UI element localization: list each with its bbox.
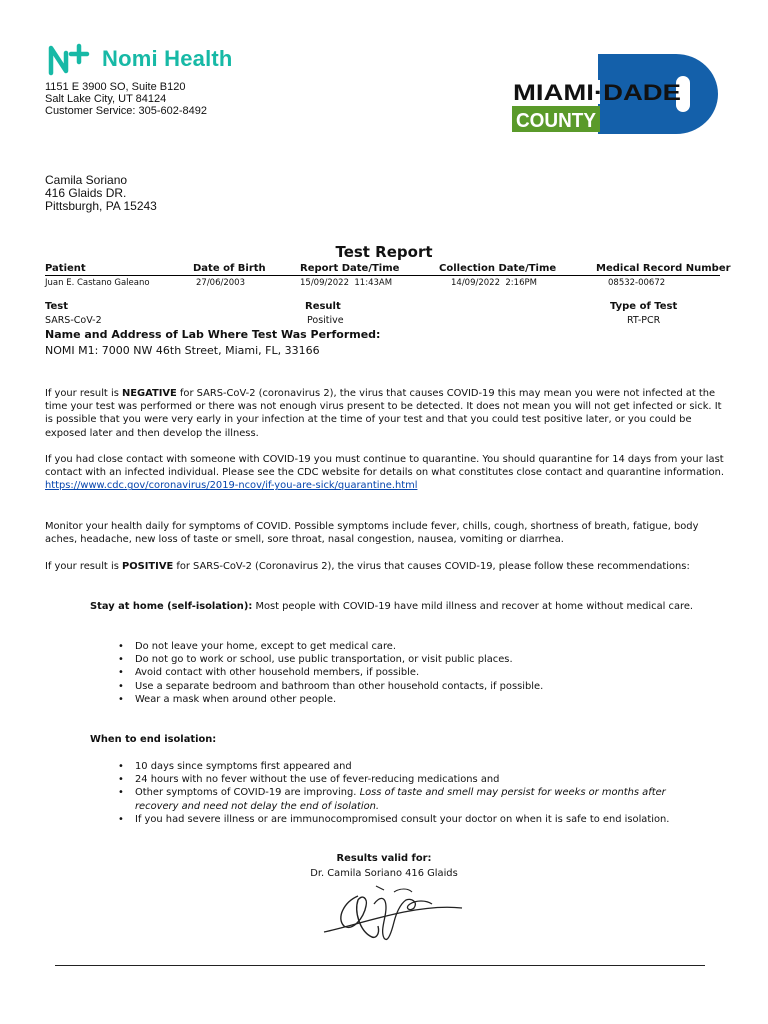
negative-text: for SARS-CoV-2 (coronavirus 2), the virus that causes COVID-19 this may mean you were not infected at the time your test was performed or there was not enough virus present to be detected. It does not mean you will not get infected or sick. It is possible that you were very early in your infection at the time of your test and that you could test positive later, or you could be exposed later and then develop the illness. bbox=[45, 388, 722, 439]
header-type-of-test: Type of Test bbox=[610, 301, 678, 312]
address-line-1: 1151 E 3900 SO, Suite B120 bbox=[45, 81, 186, 93]
recipient-street: 416 Glaids DR. bbox=[45, 186, 127, 200]
header-divider bbox=[45, 275, 720, 276]
county-logo-line1: MIAMI·DADE bbox=[513, 80, 681, 105]
list-item: • 24 hours with no fever without the use of fever-reducing medications and bbox=[118, 773, 698, 786]
address-line-2: Salt Lake City, UT 84124 bbox=[45, 93, 167, 105]
lab-label: Name and Address of Lab Where Test Was Performed: bbox=[45, 328, 381, 341]
recipient-name: Camila Soriano bbox=[45, 173, 128, 187]
patient-name: Juan E. Castano Galeano bbox=[45, 278, 150, 288]
header-report-date: Report Date/Time bbox=[300, 263, 400, 274]
positive-prefix: If your result is bbox=[45, 561, 122, 572]
test-type: RT-PCR bbox=[627, 315, 661, 326]
results-valid-title: Results valid for: bbox=[336, 853, 432, 864]
monitor-paragraph: Monitor your health daily for symptoms of COVID. Possible symptoms include fever, chills, cough, shortness of breath, fatigue, body aches, headache, new loss of taste or smell, sore throat, nasal congestion, nausea, vomiting or diarrhea. bbox=[45, 521, 699, 546]
nomi-health-logo-icon bbox=[46, 43, 90, 77]
end-isolation-title: When to end isolation: bbox=[90, 734, 217, 745]
miami-dade-county-logo bbox=[510, 54, 718, 134]
list-item: • Wear a mask when around other people. bbox=[118, 693, 698, 706]
test-result: Positive bbox=[307, 315, 344, 326]
footer-divider bbox=[55, 965, 705, 966]
stay-home-title: Stay at home (self-isolation): bbox=[90, 601, 253, 612]
close-contact-text: If you had close contact with someone with COVID-19 you must continue to quarantine. You should quarantine for 14 days from your last contact with an infected individual. Please see the CDC website for details on what constitutes close contact and quarantine information. bbox=[45, 454, 725, 479]
header-patient: Patient bbox=[45, 263, 86, 274]
close-contact-paragraph bbox=[45, 453, 725, 493]
lab-address: NOMI M1: 7000 NW 46th Street, Miami, FL, 33166 bbox=[45, 344, 320, 357]
header-medical-record-number: Medical Record Number bbox=[596, 263, 731, 274]
positive-word: POSITIVE bbox=[121, 561, 174, 572]
results-valid-name: Dr. Camila Soriano 416 Glaids bbox=[310, 868, 458, 879]
negative-result-paragraph bbox=[45, 387, 725, 440]
end-bullet-italic: Loss of taste and smell may persist for weeks or months after recovery and need not delay the end of isolation. bbox=[135, 787, 666, 812]
signature-image bbox=[314, 878, 464, 950]
header-test: Test bbox=[45, 301, 69, 312]
positive-result-paragraph bbox=[45, 560, 725, 573]
cdc-quarantine-link[interactable]: https://www.cdc.gov/coronavirus/2019-ncov/if-you-are-sick/quarantine.html bbox=[45, 480, 418, 492]
negative-prefix: If your result is bbox=[45, 388, 122, 399]
list-item: • If you had severe illness or are immunocompromised consult your doctor on when it is safe to end isolation. bbox=[118, 813, 698, 826]
report-date-time: 15/09/2022 11:43AM bbox=[300, 278, 393, 288]
list-item: • Do not go to work or school, use public transportation, or visit public places. bbox=[118, 653, 698, 666]
test-name: SARS-CoV-2 bbox=[45, 315, 102, 326]
recipient-address bbox=[45, 174, 157, 213]
stay-home-paragraph bbox=[90, 600, 730, 613]
header-result: Result bbox=[305, 301, 341, 312]
negative-word: NEGATIVE bbox=[121, 388, 177, 399]
collection-date-time: 14/09/2022 2:16PM bbox=[451, 278, 537, 288]
positive-text: for SARS-CoV-2 (Coronavirus 2), the virus that causes COVID-19, please follow these recommendations: bbox=[173, 561, 690, 572]
stay-home-text: Most people with COVID-19 have mild illness and recover at home without medical care. bbox=[252, 601, 694, 612]
company-address bbox=[45, 81, 207, 117]
list-item bbox=[118, 786, 698, 812]
stay-home-list bbox=[118, 640, 698, 706]
header-date-of-birth: Date of Birth bbox=[193, 263, 266, 274]
end-bullet-normal: Other symptoms of COVID-19 are improving. bbox=[135, 787, 360, 799]
report-title: Test Report bbox=[335, 243, 433, 261]
list-item: • Avoid contact with other household members, if possible. bbox=[118, 666, 698, 679]
medical-record-number: 08532-00672 bbox=[608, 278, 666, 288]
header-collection-date: Collection Date/Time bbox=[439, 263, 557, 274]
list-item: • 10 days since symptoms first appeared and bbox=[118, 760, 698, 773]
recipient-city: Pittsburgh, PA 15243 bbox=[45, 199, 157, 213]
customer-service-phone: Customer Service: 305-602-8492 bbox=[45, 105, 208, 117]
list-item: • Do not leave your home, except to get medical care. bbox=[118, 640, 698, 653]
county-logo-line2: COUNTY bbox=[516, 110, 597, 132]
date-of-birth: 27/06/2003 bbox=[196, 278, 245, 288]
brand-name: Nomi Health bbox=[102, 46, 233, 71]
end-isolation-list bbox=[118, 760, 698, 826]
list-item: • Use a separate bedroom and bathroom than other household contacts, if possible. bbox=[118, 680, 698, 693]
